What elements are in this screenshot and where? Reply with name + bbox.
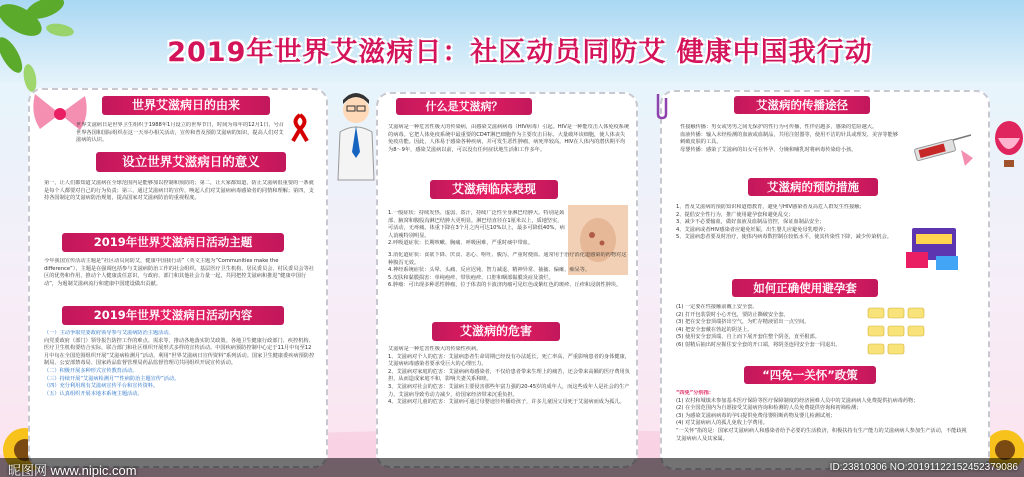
harm-item: 艾滋病是一种危害性极大的传染性疾病。: [388, 346, 482, 352]
symptom-item: 5.皮肤和黏膜损害：单纯疱疹、带状疱疹、口腔和咽部黏膜炎症及溃烂。: [388, 274, 554, 281]
policy-item: “一关怀”指的是：国家对艾滋病病人和感染者给予必要的生活救济，积极扶持有生产能力的艾滋病病人参加生产活动，不能歧视艾滋病病人及其家属。: [676, 427, 967, 442]
prevention-item: 1、普及艾滋病的预防知识和道德教育，避免与HIV感染者及高危人群发生性接触；: [676, 204, 865, 210]
page-title: 2019年世界艾滋病日：社区动员同防艾 健康中国我行动: [167, 37, 873, 68]
symptom-item: 3.消化道症状：食欲下降、厌食、恶心、呕吐、腹泻，严重时便血。通常用于治疗消化道感染的药物对这种腹泻无效。: [388, 252, 627, 266]
section-title-origin: 世界艾滋病日的由来: [102, 96, 270, 115]
transmission-item: 性接触传播：男女或男男之间无保护的性行为可传播，性伴侣越多，感染的危险越大。: [680, 124, 878, 130]
activities-list: [44, 330, 316, 460]
transmission-text: [680, 124, 900, 174]
origin-text: 世界艾滋病日是世界卫生组织于1988年1月设立的世界节日，时间为每年的12月1日，号召世界各国和国际组织在这一天举办相关活动，宣传和普及预防艾滋病的知识，提高人们对艾滋病的认识。: [76, 122, 284, 144]
prevention-item: 3、减少不必要输血，做好血液及血制品管控，保证血制品安全；: [676, 219, 825, 226]
prevention-item: 5、艾滋病患者要及时治疗，使体内病毒数控制在较低水平，使其传染性下降，减少传染机会。: [676, 234, 892, 241]
symptom-item: 6.肿瘤：可出现多种恶性肿瘤，位于体表的卡波济肉瘤可见红色或紫红色的斑疹、丘疹和浸润性肿块。: [388, 282, 622, 289]
harm-text: [388, 346, 630, 464]
section-title-activities: 2019年世界艾滋病日活动内容: [62, 306, 284, 325]
four-free-policy-text: [676, 390, 970, 466]
section-title-four-free-policy: “四免一关怀”政策: [744, 366, 876, 384]
prevention-item: 2、提倡安全性行为，推广使用避孕套和避免乱交；: [676, 211, 794, 218]
condom-step: (2) 打开包装袋时小心开包，要防止撕破安全套。: [676, 311, 789, 318]
policy-item: (1) 农村和城镇未参加基本医疗保险等医疗保障制度的经济困难人员中的艾滋病病人免费提供抗病毒药物；: [676, 397, 919, 404]
theme-text: 今年我国宣传活动主题是“社区动员同防艾，健康中国我行动”（英文主题为“Communities make the difference”），主题是在强调包括参与艾滋病防治工作的社会组织、基层医疗卫生机构、居民委员会、村民委员会等社区的优势和作用，推动个人健康责任意识，与政府、部门和其他社会力量一起，共同把控艾滋病和推进“健康中国行动”，为遏制艾滋病流行和建康中国建设做出贡献。: [44, 258, 314, 287]
section-title-what-is: 什么是艾滋病？: [396, 98, 532, 115]
harm-item: 3、艾滋病对社会的危害：艾滋病主要侵害那些年富力强的20-45岁的成年人，而这些成年人是社会的生产力，艾滋病导致劳动力减少，给国家经济带来沉重负担。: [388, 383, 630, 398]
hot-air-balloon-icon: [994, 120, 1024, 180]
symptom-item: 2.呼吸道症状：长期咳嗽、胸痛、呼吸困难，严重时痰中带血。: [388, 240, 534, 247]
activity-item: （一）主动争取党委政府领导参与艾滋病防治主题活动。: [44, 330, 174, 336]
activity-item: （二）积极开展多种形式宣传教育活动。: [44, 367, 138, 374]
transmission-item: 母婴传播：感染了艾滋病的妇女可在怀孕、分娩和哺乳时将病毒传染给小孩。: [680, 146, 857, 153]
condom-box-icon: [906, 222, 966, 272]
section-title-prevention: 艾滋病的预防措施: [748, 178, 878, 196]
section-title-harm: 艾滋病的危害: [432, 322, 560, 341]
section-title-meaning: 设立世界艾滋病日的意义: [96, 152, 286, 172]
activity-body: 向党委政府（部门）领导报告防控工作的难点、需求等，推动各地落实防艾政策。各地卫生健康行政部门、疾控机构、医疗卫生机构要结合实际，联合部门和社区组织开展形式多样的宣传活动。中国疾病预防控制中心定于11月中旬至12月中旬在全国范围组织开展“艾滋病检测月”活动，利用“世界艾滋病日宣传资料”系列活动。国家卫生健康委疾病预防控制局、公安部禁毒局、国家药品监督管理局药品监督管理司共同组织开展宣传活动。: [44, 337, 315, 367]
condom-step: (6) 射精后抽出时应握住安全套的开口端，将阴茎连同安全套一同退出。: [676, 341, 841, 348]
activity-item: （四）充分利用现有艾滋病宣传平台和宣传资料。: [44, 383, 159, 390]
condom-step: (5) 使用安全套顶端，自上而下展开套住整个阴茎，直至根部。: [676, 334, 820, 341]
activity-item: （五）认真组织开展本地本系统主题活动。: [44, 390, 143, 397]
paper-clip-icon: [652, 90, 672, 120]
section-title-symptoms: 艾滋病临床表现: [430, 180, 558, 199]
policy-item: (2) 在全国范围内为自愿接受艾滋病咨询和检测的人员免费提供咨询和初筛检测；: [676, 405, 862, 412]
doctor-illustration: [330, 92, 382, 182]
what-is-text: 艾滋病是一种危害性极大的传染病，由感染艾滋病病毒（HIV病毒）引起。HIV是一种能攻击人体免疫系统的病毒。它把人体免疫系统中最重要的CD4T淋巴细胞作为主要攻击目标，大量破坏该细胞，使人体丧失免疫功能。因此，人体易于感染各种疾病，并可发生恶性肿瘤，病死率较高。HIV在人体内的潜伏期平均为8～9年，感染艾滋病以前，可以没有任何症状地生活和工作多年。: [388, 124, 630, 153]
symptoms-text-cont: [388, 252, 630, 318]
watermark-right: ID:23810306 NO:20191122152452379086: [829, 462, 1018, 473]
symptom-item: 4.神经系统症状：头晕、头痛、反应迟钝、智力减退、精神异常、抽搐、偏瘫、痴呆等。: [388, 267, 591, 274]
transmission-item: 血液传播：输入未经检测的血液或血制品，共用注射器等，使用不洁的针具或理发、美容等能够刺破皮肤的工具。: [680, 131, 898, 146]
section-title-theme: 2019年世界艾滋病日活动主题: [62, 233, 284, 252]
harm-item: 1、艾滋病对个人的危害：艾滋病患者生命周期已经没有办法延长，死亡率高，严重影响患者的身体健康，艾滋病病毒感染者要承受巨大的心理压力。: [388, 353, 630, 368]
condom-step: (3) 把在安全套顶端挤出空气，为贮存精液留出一点空间。: [676, 319, 810, 326]
activity-item: （三）持续开展“艾滋病检测月”“性病防治主题宣传”活动。: [44, 375, 180, 382]
watermark-left: 昵图网 www.nipic.com: [8, 463, 137, 477]
syringe-icon: [905, 130, 975, 172]
policy-item: (3) 为感染艾滋病病毒的孕妇提供免费母婴阻断药物及婴儿检测试剂；: [676, 412, 836, 419]
prevention-text: [676, 204, 904, 274]
meaning-text: 第一，让人们都知道艾滋病在全球范围内是能够加以控制和预防的；第二，让大家都知道，防止艾滋病很重要的一条就是每个人都要对自己的行为负责；第三，通过艾滋病日的宣传，唤起人们对艾滋病病毒感染者的同情和理解；第四，支持各国制定的艾滋病防治规划，提高国家对艾滋病防治的重视程度。: [44, 180, 314, 202]
condom-step: (1) 一定要在性接触前戴上安全套。: [676, 304, 758, 310]
condom-steps-illustration: [866, 306, 926, 358]
policy-item: (4) 对艾滋病病人的孤儿免收上学费用。: [676, 420, 768, 427]
prevention-item: 4、艾滋病或者HIV感染者应避免妊娠，出生婴儿应避免母乳喂养；: [676, 226, 829, 233]
harm-item: 4、艾滋病对儿童的危害：艾滋病可通过母婴途径传播给孩子，许多儿童因父母死于艾滋病而成为孤儿。: [388, 399, 625, 406]
harm-item: 2、艾滋病对家庭的危害：艾滋病病毒感染者，不仅给患者带来生理上的痛苦，还会带来高额的医疗费用负担，从而造成家庭不和，影响夫妻关系和睦。: [388, 368, 630, 383]
section-title-transmission: 艾滋病的传播途径: [734, 96, 870, 114]
symptom-item: 1.一般症状：持续发热、虚弱、盗汗，持续广泛性全身淋巴结肿大。特别是颈部、腋窝和腹股沟淋巴结肿大更明显。淋巴结直径在1厘米以上，质地坚实，可活动，无疼痛。体重下降在3个月之内可达10%以上，最多可降低40%，病人消瘦特别明显。: [388, 210, 565, 239]
condom-use-text: [676, 304, 866, 360]
section-title-condom-use: 如何正确使用避孕套: [732, 279, 878, 297]
policy-heading: “四免”分别指：: [676, 390, 714, 396]
red-ribbon-icon: [289, 113, 311, 143]
condom-step: (4) 把安全套戴在勃起的阴茎上。: [676, 326, 753, 333]
